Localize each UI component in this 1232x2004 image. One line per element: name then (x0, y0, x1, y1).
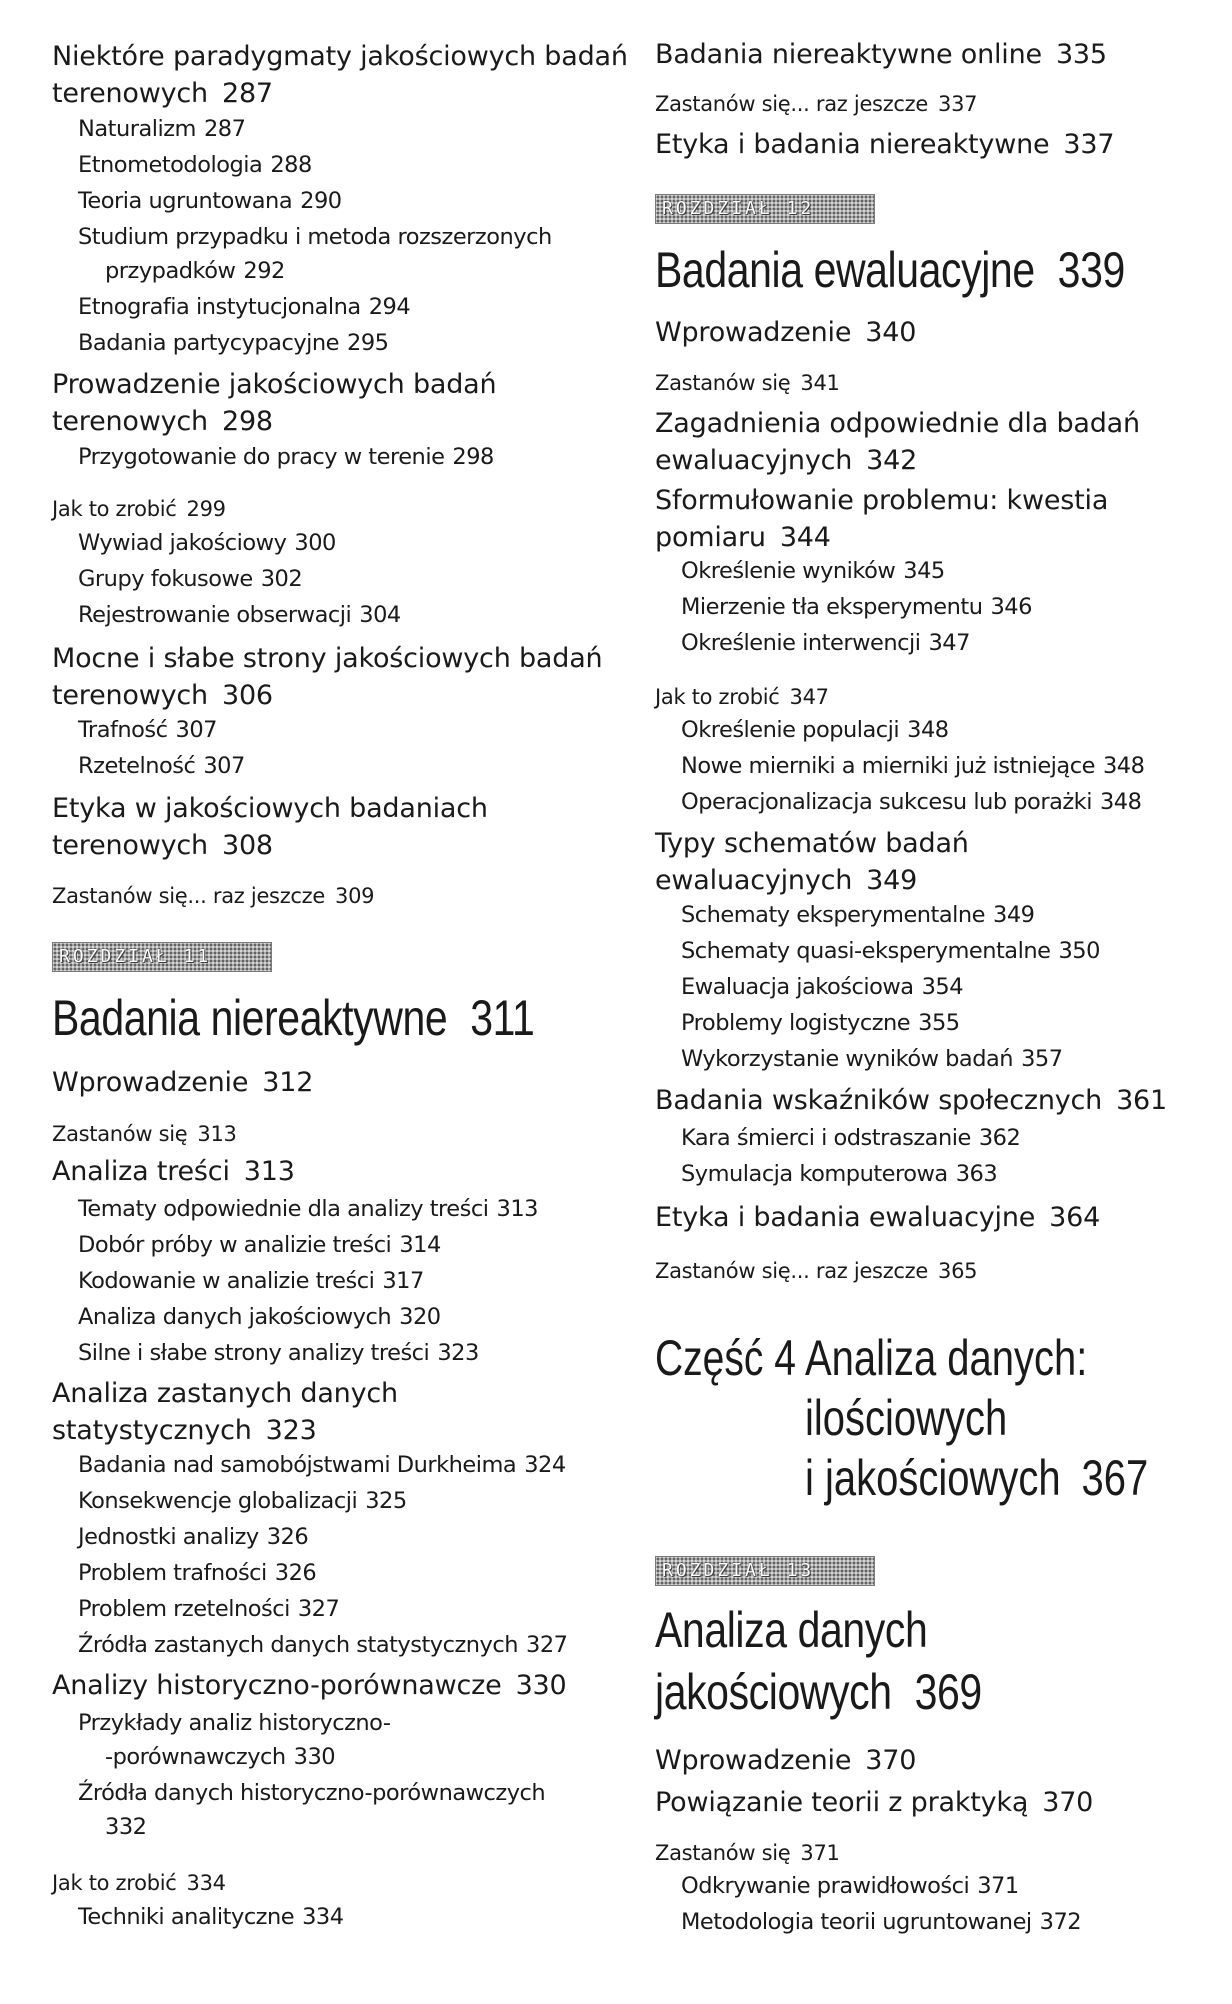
toc-box-entry (52, 1119, 237, 1149)
page-number: 330 (293, 1744, 336, 1770)
toc-box-entry (655, 1256, 977, 1286)
page-number: 349 (866, 865, 918, 896)
toc-box-entry (655, 368, 840, 398)
page-number: 323 (265, 1415, 317, 1446)
entry-title: Problem rzetelności (78, 1596, 290, 1622)
toc-subsection-entry (681, 1869, 1019, 1903)
entry-title: Wykorzystanie wyników badań (681, 1046, 1014, 1072)
toc-section-entry (655, 1082, 1167, 1119)
page-number: 314 (399, 1232, 441, 1258)
page-number: 313 (197, 1122, 237, 1146)
toc-section-entry (655, 482, 1108, 556)
entry-title: Badania wskaźników społecznych (655, 1085, 1103, 1116)
entry-title-continued: przypadków (105, 258, 236, 284)
toc-box-entry (52, 1868, 226, 1898)
entry-title: Techniki analityczne (78, 1904, 295, 1930)
toc-section-entry (655, 825, 969, 899)
entry-title: Tematy odpowiednie dla analizy treści (78, 1196, 489, 1222)
entry-title: Wprowadzenie (655, 1745, 852, 1776)
page-number: 323 (437, 1340, 479, 1366)
entry-title: Określenie interwencji (681, 630, 921, 656)
page-number: 326 (266, 1524, 309, 1550)
entry-title: Nowe mierniki a mierniki już istniejące (681, 753, 1095, 779)
entry-title: Wywiad jakościowy (78, 530, 287, 556)
part-title-line-2: ilościowych (805, 1390, 1008, 1446)
toc-subsection-entry (681, 1905, 1081, 1939)
page-number: 332 (105, 1814, 147, 1840)
entry-title: Grupy fokusowe (78, 566, 253, 592)
toc-subsection-entry (78, 440, 494, 474)
page-number: 372 (1039, 1909, 1082, 1935)
toc-subsection-entry (78, 1336, 479, 1370)
entry-title: Rzetelność (78, 753, 196, 779)
toc-subsection-entry (681, 749, 1144, 783)
entry-title: Metodologia teorii ugruntowanej (681, 1909, 1032, 1935)
entry-title: Etyka i badania niereaktywne (655, 129, 1050, 160)
entry-title: Przygotowanie do pracy w terenie (78, 444, 445, 470)
entry-title: Odkrywanie prawidłowości (681, 1873, 970, 1899)
toc-section-entry (655, 314, 916, 351)
toc-subsection-entry (78, 1706, 390, 1774)
entry-title: Badania niereaktywne online (655, 39, 1042, 70)
toc-subsection-entry (681, 554, 945, 588)
page-number: 342 (866, 445, 918, 476)
entry-title-continued: terenowych (52, 78, 208, 109)
page-number: 312 (262, 1067, 314, 1098)
page-number: 304 (359, 602, 401, 628)
entry-title: Typy schematów badań (655, 828, 969, 859)
entry-title: Problem trafności (78, 1560, 267, 1586)
page-number: 361 (1116, 1085, 1168, 1116)
entry-title: Zastanów się... raz jeszcze (52, 884, 326, 908)
entry-title: Problemy logistyczne (681, 1010, 911, 1036)
page-number: 294 (368, 294, 411, 320)
chapter-title (655, 240, 1125, 300)
chapter-banner: ROZDZIAŁ 11 (52, 942, 272, 972)
toc-subsection-entry (681, 1006, 960, 1040)
entry-title: Analizy historyczno-porównawcze (52, 1670, 502, 1701)
toc-subsection-entry (681, 1157, 997, 1191)
toc-subsection-entry (681, 898, 1034, 932)
entry-title: Przykłady analiz historyczno- (78, 1710, 391, 1736)
entry-title: Zastanów się (52, 1122, 188, 1146)
toc-subsection-entry (78, 112, 245, 146)
page-number: 370 (1042, 1787, 1094, 1818)
page-number: 295 (347, 330, 389, 356)
toc-subsection-entry (681, 934, 1100, 968)
page-number: 355 (918, 1010, 960, 1036)
entry-title: Jak to zrobić (655, 685, 780, 709)
chapter-page-number: 311 (470, 990, 535, 1046)
toc-box-entry (52, 881, 374, 911)
page-number: 337 (1063, 129, 1115, 160)
toc-subsection-entry (681, 1121, 1020, 1155)
page-number: 370 (865, 1745, 917, 1776)
toc-subsection-entry (78, 1484, 407, 1518)
page-number: 287 (203, 116, 246, 142)
page-number: 341 (800, 371, 840, 395)
entry-title: Wprowadzenie (655, 317, 852, 348)
toc-section-entry (655, 1784, 1093, 1821)
toc-subsection-entry (78, 1448, 566, 1482)
entry-title: Jak to zrobić (52, 1871, 177, 1895)
toc-subsection-entry (78, 1776, 545, 1844)
page-number: 327 (297, 1596, 340, 1622)
page-number: 327 (526, 1632, 568, 1658)
page-number: 307 (175, 717, 217, 743)
entry-title: Mierzenie tła eksperymentu (681, 594, 983, 620)
entry-title: Trafność (78, 717, 168, 743)
page-number: 306 (221, 680, 273, 711)
toc-section-entry (52, 1153, 295, 1190)
chapter-title-text: Badania niereaktywne (52, 990, 448, 1046)
toc-subsection-entry (78, 1900, 344, 1934)
page-number: 330 (515, 1670, 567, 1701)
page-number: 345 (903, 558, 945, 584)
page-number: 307 (203, 753, 245, 779)
toc-subsection-entry (78, 326, 388, 360)
toc-section-entry (655, 126, 1114, 163)
entry-title: Analiza treści (52, 1156, 230, 1187)
entry-title: Określenie populacji (681, 717, 900, 743)
toc-subsection-entry (681, 1042, 1063, 1076)
entry-title: Zastanów się... raz jeszcze (655, 1259, 929, 1283)
part-title-line-3 (805, 1448, 1148, 1508)
page-number: 334 (186, 1871, 226, 1895)
entry-title: Analiza danych jakościowych (78, 1304, 392, 1330)
entry-title: Kara śmierci i odstraszanie (681, 1125, 971, 1151)
page-number: 335 (1055, 39, 1107, 70)
toc-subsection-entry (681, 713, 949, 747)
toc-box-entry (655, 1838, 840, 1868)
page-number: 346 (990, 594, 1032, 620)
entry-title: Zastanów się (655, 1841, 791, 1865)
entry-title-continued: pomiaru (655, 522, 766, 553)
toc-section-entry (52, 38, 628, 112)
entry-title-continued: ewaluacyjnych (655, 445, 853, 476)
page-number: 363 (955, 1161, 998, 1187)
entry-title: Dobór próby w analizie treści (78, 1232, 392, 1258)
entry-title: Wprowadzenie (52, 1067, 249, 1098)
entry-title-continued: statystycznych (52, 1415, 252, 1446)
page-number: 348 (907, 717, 949, 743)
toc-subsection-entry (78, 184, 342, 218)
page-number: 349 (993, 902, 1035, 928)
toc-box-entry (655, 682, 829, 712)
toc-subsection-entry (78, 713, 217, 747)
toc-section-entry (655, 36, 1107, 73)
part-title-line-1: Analiza danych: (805, 1330, 1088, 1386)
entry-title: Zagadnienia odpowiednie dla badań (655, 408, 1140, 439)
page-number: 313 (496, 1196, 538, 1222)
entry-title: Źródła danych historyczno-porównawczych (78, 1780, 546, 1806)
entry-title: Zastanów się (655, 371, 791, 395)
toc-section-entry (52, 366, 496, 440)
entry-title: Etnometodologia (78, 152, 263, 178)
toc-section-entry (52, 640, 602, 714)
toc-section-entry (52, 1375, 398, 1449)
chapter-title-line-1: Analiza danych (655, 1602, 928, 1658)
entry-title: Zastanów się... raz jeszcze (655, 92, 929, 116)
entry-title: Niektóre paradygmaty jakościowych badań (52, 41, 628, 72)
page-number: 371 (977, 1873, 1019, 1899)
page-number: 350 (1058, 938, 1100, 964)
entry-title: Sformułowanie problemu: kwestia (655, 485, 1109, 516)
entry-title: Jak to zrobić (52, 497, 177, 521)
toc-subsection-entry (78, 598, 401, 632)
toc-section-entry (52, 1064, 313, 1101)
chapter-title-text: Badania ewaluacyjne (655, 242, 1035, 298)
entry-title: Kodowanie w analizie treści (78, 1268, 375, 1294)
page-number: 325 (365, 1488, 407, 1514)
part-page-number: 367 (1081, 1450, 1149, 1506)
entry-title: Określenie wyników (681, 558, 896, 584)
entry-title: Studium przypadku i metoda rozszerzonych (78, 224, 552, 250)
page-number: 326 (274, 1560, 317, 1586)
page-number: 371 (800, 1841, 840, 1865)
chapter-title (52, 988, 534, 1048)
page-number: 324 (524, 1452, 566, 1478)
toc-subsection-entry (78, 1520, 308, 1554)
page-number: 340 (865, 317, 917, 348)
entry-title: Jednostki analizy (78, 1524, 259, 1550)
entry-title: Operacjonalizacja sukcesu lub porażki (681, 789, 1092, 815)
entry-title: Schematy eksperymentalne (681, 902, 986, 928)
toc-box-entry (52, 494, 226, 524)
entry-title: Badania nad samobójstwami Durkheima (78, 1452, 517, 1478)
page-number: 365 (938, 1259, 978, 1283)
toc-section-entry (655, 405, 1140, 479)
page-number: 290 (300, 188, 342, 214)
entry-title: Silne i słabe strony analizy treści (78, 1340, 430, 1366)
page-number: 354 (921, 974, 964, 1000)
toc-subsection-entry (78, 1556, 316, 1590)
page-number: 317 (382, 1268, 424, 1294)
chapter-banner: ROZDZIAŁ 12 (655, 194, 875, 224)
toc-subsection-entry (78, 562, 302, 596)
page-number: 347 (928, 630, 970, 656)
entry-title: Etyka i badania ewaluacyjne (655, 1202, 1036, 1233)
page-number: 300 (294, 530, 336, 556)
chapter-page-number: 339 (1057, 242, 1125, 298)
toc-subsection-entry (78, 1192, 538, 1226)
toc-box-entry (655, 89, 977, 119)
toc-subsection-entry (681, 970, 963, 1004)
entry-title: Analiza zastanych danych (52, 1378, 398, 1409)
entry-title: Symulacja komputerowa (681, 1161, 948, 1187)
entry-title: Źródła zastanych danych statystycznych (78, 1632, 518, 1658)
part-title-text: i jakościowych (805, 1450, 1061, 1506)
page-number: 320 (399, 1304, 441, 1330)
page-number: 348 (1102, 753, 1145, 779)
toc-section-entry (52, 1667, 567, 1704)
entry-title: Badania partycypacyjne (78, 330, 339, 356)
entry-title: Powiązanie teorii z praktyką (655, 1787, 1029, 1818)
toc-subsection-entry (78, 1264, 424, 1298)
entry-title-continued: ewaluacyjnych (655, 865, 853, 896)
toc-subsection-entry (681, 785, 1141, 819)
toc-subsection-entry (78, 526, 336, 560)
toc-subsection-entry (78, 1592, 339, 1626)
page-number: 298 (221, 406, 273, 437)
chapter-title-text: jakościowych (655, 1664, 892, 1720)
page-number: 337 (938, 92, 978, 116)
entry-title: Mocne i słabe strony jakościowych badań (52, 643, 603, 674)
page-number: 362 (978, 1125, 1021, 1151)
page-number: 298 (452, 444, 494, 470)
toc-subsection-entry (681, 626, 970, 660)
page-number: 334 (302, 1904, 344, 1930)
entry-title: Ewaluacja jakościowa (681, 974, 914, 1000)
toc-subsection-entry (78, 290, 410, 324)
entry-title: Naturalizm (78, 116, 196, 142)
entry-title: Teoria ugruntowana (78, 188, 293, 214)
page-number: 357 (1021, 1046, 1063, 1072)
toc-subsection-entry (78, 148, 312, 182)
page-number: 299 (186, 497, 226, 521)
page-number: 344 (779, 522, 831, 553)
page-number: 347 (789, 685, 829, 709)
entry-title: Schematy quasi-eksperymentalne (681, 938, 1051, 964)
toc-subsection-entry (78, 1628, 567, 1662)
toc-subsection-entry (681, 590, 1032, 624)
toc-section-entry (52, 790, 488, 864)
toc-subsection-entry (78, 220, 552, 288)
toc-subsection-entry (78, 1300, 441, 1334)
page-number: 348 (1099, 789, 1142, 815)
entry-title-continued: terenowych (52, 680, 208, 711)
chapter-title-line-2 (655, 1662, 982, 1722)
page-number: 292 (243, 258, 285, 284)
page-number: 288 (270, 152, 312, 178)
page-number: 364 (1049, 1202, 1101, 1233)
entry-title: Etyka w jakościowych badaniach (52, 793, 488, 824)
toc-section-entry (655, 1199, 1100, 1236)
entry-title-continued: terenowych (52, 830, 208, 861)
page-number: 308 (221, 830, 273, 861)
entry-title: Prowadzenie jakościowych badań (52, 369, 497, 400)
entry-title-continued: terenowych (52, 406, 208, 437)
page-number: 309 (335, 884, 375, 908)
page-number: 302 (260, 566, 303, 592)
entry-title: Konsekwencje globalizacji (78, 1488, 358, 1514)
part-label: Część 4 (655, 1330, 796, 1386)
chapter-page-number: 369 (914, 1664, 982, 1720)
entry-title: Rejestrowanie obserwacji (78, 602, 352, 628)
entry-title-continued: -porównawczych (105, 1744, 286, 1770)
page-number: 287 (221, 78, 273, 109)
entry-title: Etnografia instytucjonalna (78, 294, 361, 320)
page-number: 313 (243, 1156, 295, 1187)
toc-subsection-entry (78, 749, 245, 783)
toc-section-entry (655, 1742, 916, 1779)
toc-subsection-entry (78, 1228, 441, 1262)
chapter-banner: ROZDZIAŁ 13 (655, 1556, 875, 1586)
